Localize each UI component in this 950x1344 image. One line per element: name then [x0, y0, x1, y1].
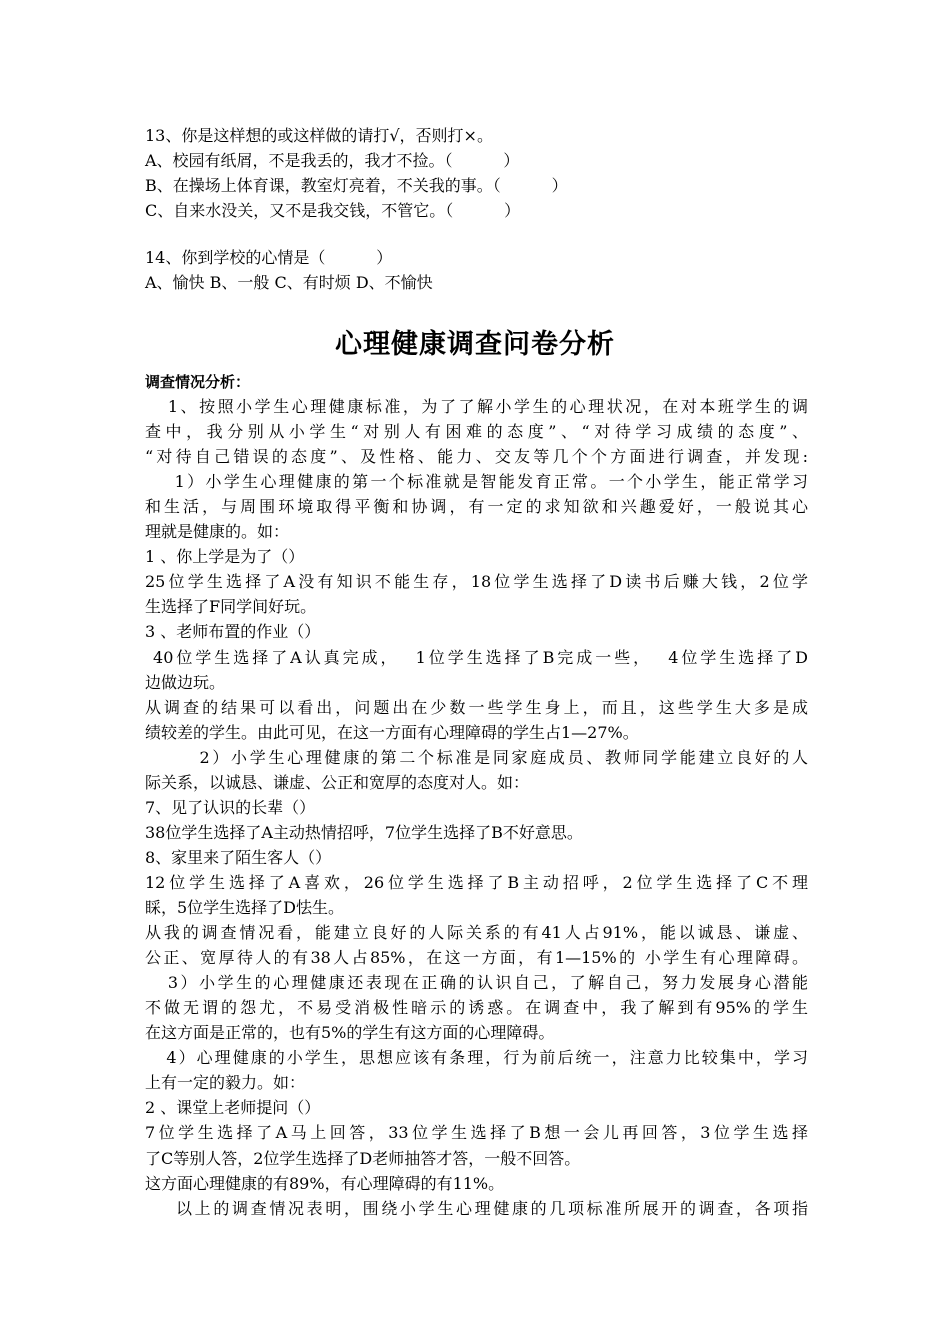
analysis-line: 这方面心理健康的有89%，有心理障碍的有11%。 [145, 1174, 505, 1193]
analysis-line: 在这方面是正常的，也有5%的学生有这方面的心理障碍。 [145, 1023, 555, 1042]
analysis-line: 查中，我分别从小学生“对别人有困难的态度”、“对待学习成绩的态度”、 [145, 422, 808, 441]
analysis-line: 和生活，与周围环境取得平衡和协调，有一定的求知欲和兴趣爱好，一般说其心 [145, 497, 808, 516]
section-subtitle: 调查情况分析： [145, 373, 251, 391]
question-13-option-a: A、校园有纸屑，不是我丢的，我才不捡。（ ） [145, 151, 520, 170]
analysis-line: 3）小学生的心理健康还表现在正确的认识自己，了解自己，努力发展身心潜能 [145, 973, 808, 992]
analysis-line: 12位学生选择了A喜欢，26位学生选择了B主动招呼，2位学生选择了C不理 [145, 873, 808, 892]
analysis-line: 了C等别人答，2位学生选择了D老师抽答才答，一般不回答。 [145, 1149, 581, 1168]
question-13-option-c: C、自来水没关，又不是我交钱，不管它。（ ） [145, 201, 521, 220]
analysis-line: 3 、老师布置的作业（） [145, 622, 321, 641]
analysis-line: 2）小学生心理健康的第二个标准是同家庭成员、教师同学能建立良好的人 [145, 748, 808, 767]
analysis-line: 1 、你上学是为了（） [145, 547, 305, 566]
analysis-line: 7位学生选择了A马上回答，33位学生选择了B想一会儿再回答，3位学生选择 [145, 1123, 808, 1142]
analysis-line: 40位学生选择了A认真完成， 1位学生选择了B完成一些， 4位学生选择了D [145, 648, 808, 667]
analysis-line: 25位学生选择了A没有知识不能生存，18位学生选择了D读书后赚大钱，2位学 [145, 572, 808, 591]
analysis-line: 从我的调查情况看，能建立良好的人际关系的有41人占91%，能以诚恳、谦虚、 [145, 923, 808, 942]
analysis-line: 际关系，以诚恳、谦虚、公正和宽厚的态度对人。如： [145, 773, 530, 792]
question-13-prompt: 13、你是这样想的或这样做的请打√，否则打×。 [145, 126, 493, 145]
analysis-line: 睬，5位学生选择了D怯生。 [145, 898, 345, 917]
analysis-line: 7、见了认识的长辈（） [145, 798, 316, 817]
analysis-line: 1）小学生心理健康的第一个标准就是智能发育正常。一个小学生，能正常学习 [145, 472, 808, 491]
analysis-line: 上有一定的毅力。如： [145, 1073, 306, 1092]
analysis-line: 4）心理健康的小学生，思想应该有条理，行为前后统一，注意力比较集中，学习 [145, 1048, 808, 1067]
analysis-line: 不做无谓的怨尤，不易受消极性暗示的诱惑。在调查中，我了解到有95%的学生 [145, 998, 808, 1017]
analysis-line: 从调查的结果可以看出，问题出在少数一些学生身上，而且，这些学生大多是成 [145, 698, 808, 717]
analysis-line: 以上的调查情况表明，围绕小学生心理健康的几项标准所展开的调查，各项指 [145, 1199, 808, 1218]
question-13-option-b: B、在操场上体育课，教室灯亮着，不关我的事。（ ） [145, 176, 568, 195]
analysis-line: “对待自己错误的态度”、及性格、能力、交友等几个个方面进行调查，并发现: [145, 447, 808, 466]
analysis-line: 38位学生选择了A主动热情招呼，7位学生选择了B不好意思。 [145, 823, 583, 842]
analysis-line: 8、家里来了陌生客人（） [145, 848, 332, 867]
analysis-line: 公正、宽厚待人的有38人占85%，在这一方面，有1—15%的 小学生有心理障碍。 [145, 948, 808, 967]
analysis-line: 生选择了F同学间好玩。 [145, 597, 317, 616]
analysis-line: 理就是健康的。如： [145, 522, 290, 541]
analysis-line: 边做边玩。 [145, 673, 226, 692]
document-title: 心理健康调查问卷分析 [335, 329, 615, 360]
analysis-line: 绩较差的学生。由此可见，在这一方面有心理障碍的学生占1—27%。 [145, 723, 639, 742]
analysis-line: 2 、课堂上老师提问（） [145, 1098, 321, 1117]
analysis-line: 1、按照小学生心理健康标准，为了了解小学生的心理状况，在对本班学生的调 [145, 397, 808, 416]
question-14-prompt: 14、你到学校的心情是（ ） [145, 248, 393, 267]
question-14-options: A、愉快 B、一般 C、有时烦 D、不愉快 [145, 273, 433, 292]
